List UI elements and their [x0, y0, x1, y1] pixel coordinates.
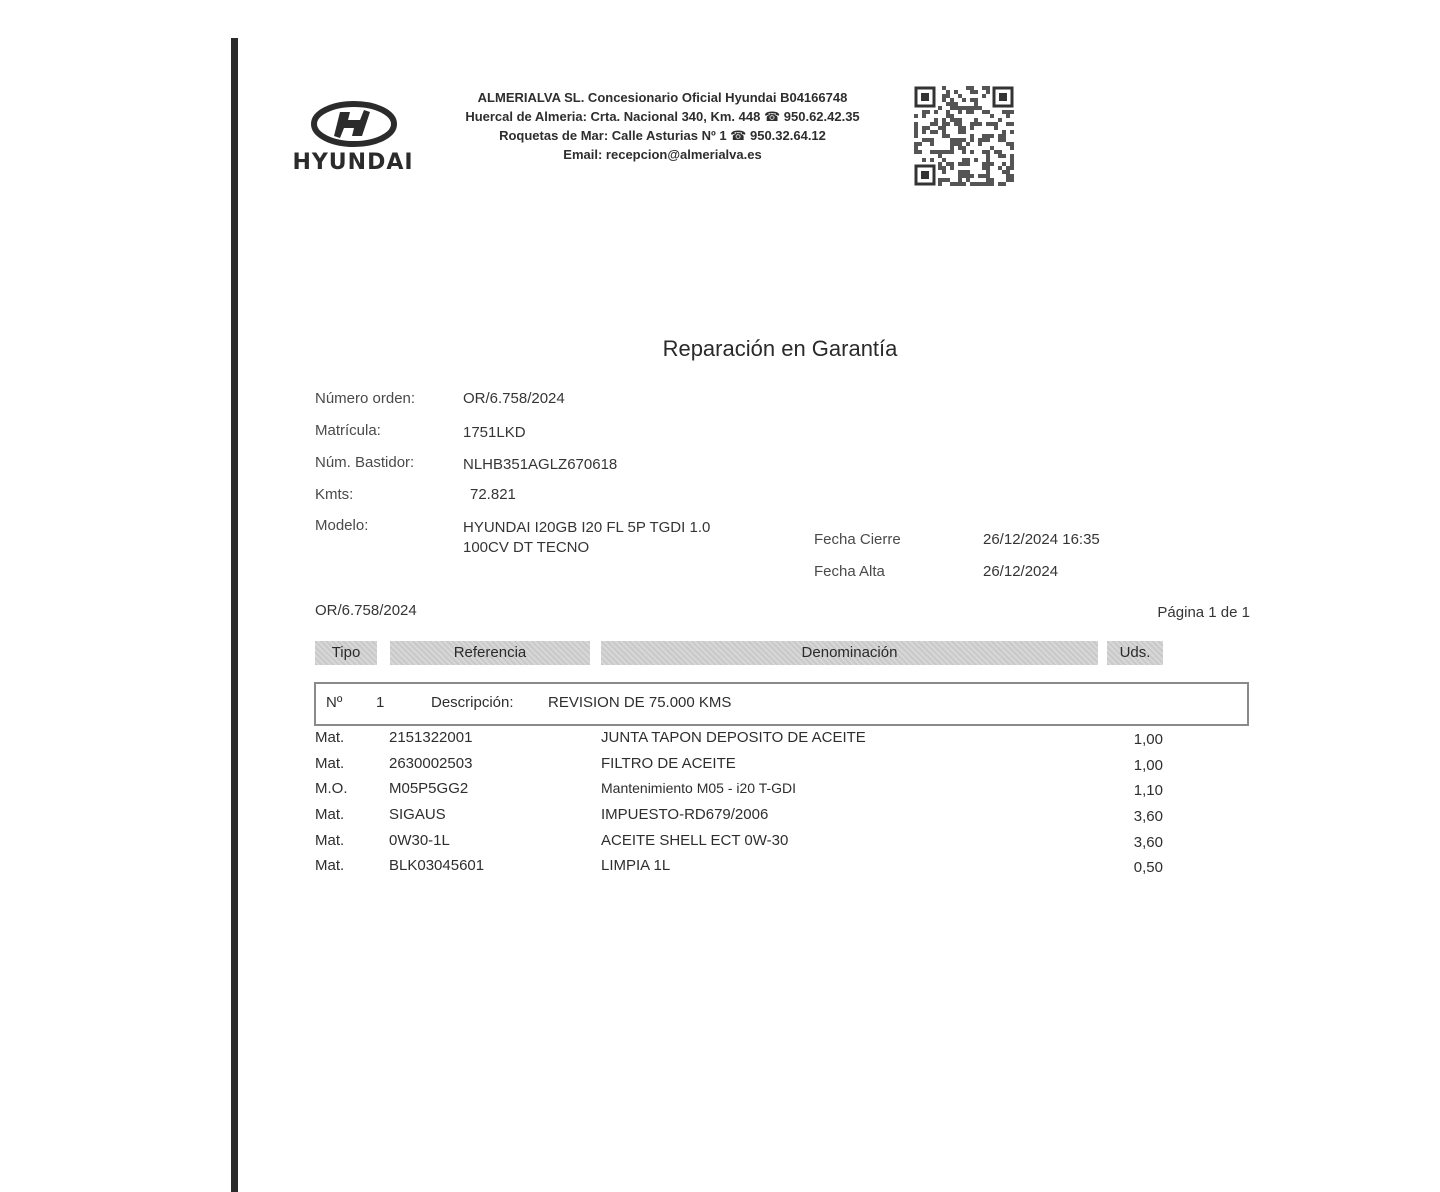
qr-module — [946, 102, 950, 106]
km-label: Kmts: — [315, 486, 354, 503]
qr-module — [978, 174, 982, 178]
qr-module — [966, 158, 970, 162]
qr-module — [950, 182, 954, 186]
row-reference: 2151322001 — [389, 729, 473, 746]
qr-module — [914, 126, 918, 130]
plate-value: 1751LKD — [463, 424, 526, 441]
qr-module — [1002, 110, 1006, 114]
row-units: 1,00 — [1133, 757, 1163, 774]
document-title: Reparación en Garantía — [662, 336, 898, 361]
qr-module — [942, 98, 946, 102]
order-reference: OR/6.758/2024 — [315, 602, 417, 619]
qr-module — [914, 150, 918, 154]
qr-module — [974, 98, 978, 102]
table-row — [0, 729, 1440, 755]
qr-module — [982, 134, 986, 138]
qr-module — [918, 150, 922, 154]
qr-module — [926, 110, 930, 114]
qr-module — [1010, 178, 1014, 182]
qr-module — [950, 166, 954, 170]
row-description: ACEITE SHELL ECT 0W-30 — [601, 832, 789, 849]
qr-module — [958, 110, 962, 114]
qr-module — [946, 162, 950, 166]
qr-module — [958, 162, 962, 166]
qr-module — [946, 90, 950, 94]
qr-module — [934, 122, 938, 126]
qr-module — [1002, 138, 1006, 142]
km-value: 72.821 — [470, 486, 516, 503]
row-reference: M05P5GG2 — [389, 780, 469, 797]
qr-module — [962, 130, 966, 134]
row-reference: BLK03045601 — [389, 857, 485, 874]
qr-module — [998, 118, 1002, 122]
qr-module — [970, 150, 974, 154]
qr-module — [930, 122, 934, 126]
column-header-referencia: Referencia — [390, 641, 590, 665]
qr-module — [1002, 134, 1006, 138]
qr-module — [954, 106, 958, 110]
qr-module — [1002, 130, 1006, 134]
qr-module — [970, 182, 974, 186]
qr-module — [970, 110, 974, 114]
row-type: Mat. — [315, 729, 345, 746]
qr-module — [950, 162, 954, 166]
qr-module — [914, 142, 918, 146]
qr-module — [986, 178, 990, 182]
qr-module — [966, 174, 970, 178]
qr-module — [990, 178, 994, 182]
qr-module — [986, 138, 990, 142]
qr-module — [982, 110, 986, 114]
row-units: 3,60 — [1133, 834, 1163, 851]
qr-module — [946, 110, 950, 114]
qr-module — [942, 178, 946, 182]
row-description: JUNTA TAPON DEPOSITO DE ACEITE — [601, 729, 866, 746]
qr-module — [954, 142, 958, 146]
qr-module — [1010, 154, 1014, 158]
row-type: Mat. — [315, 755, 345, 772]
qr-module — [950, 142, 954, 146]
qr-module — [970, 106, 974, 110]
qr-module — [982, 166, 986, 170]
qr-module — [1010, 110, 1014, 114]
qr-module — [950, 146, 954, 150]
row-type: Mat. — [315, 806, 345, 823]
qr-module — [1010, 122, 1014, 126]
qr-module — [946, 134, 950, 138]
company-line: Huercal de Almeria: Crta. Nacional 340, Km. 448 ☎ 950.62.42.35 — [465, 109, 860, 124]
qr-module — [926, 126, 930, 130]
order-number-label: Número orden: — [315, 390, 416, 407]
row-description: IMPUESTO-RD679/2006 — [601, 806, 769, 823]
qr-module — [914, 146, 918, 150]
open-date-label: Fecha Alta — [814, 563, 885, 580]
qr-module — [998, 182, 1002, 186]
section-description-value: REVISION DE 75.000 KMS — [548, 694, 732, 711]
qr-module — [918, 142, 922, 146]
row-units: 1,00 — [1133, 731, 1163, 748]
qr-module — [930, 142, 934, 146]
qr-module — [974, 106, 978, 110]
qr-module — [958, 118, 962, 122]
qr-module — [958, 138, 962, 142]
qr-module — [986, 154, 990, 158]
close-date-value: 26/12/2024 16:35 — [983, 531, 1100, 548]
qr-module — [1002, 170, 1006, 174]
qr-module — [922, 126, 926, 130]
qr-module — [998, 134, 1002, 138]
qr-module — [974, 90, 978, 94]
section-header — [314, 682, 1249, 726]
qr-module — [962, 174, 966, 178]
qr-module — [962, 182, 966, 186]
row-reference: SIGAUS — [389, 806, 446, 823]
qr-module — [958, 122, 962, 126]
qr-module — [982, 162, 986, 166]
qr-module — [994, 150, 998, 154]
qr-module — [1010, 162, 1014, 166]
section-number-label: Nº — [326, 694, 343, 711]
qr-code-icon — [914, 86, 1014, 186]
qr-module — [982, 138, 986, 142]
qr-module — [958, 130, 962, 134]
qr-module — [978, 142, 982, 146]
qr-module — [986, 182, 990, 186]
qr-module — [970, 86, 974, 90]
qr-module — [958, 178, 962, 182]
qr-module — [962, 158, 966, 162]
qr-module — [986, 162, 990, 166]
table-row — [0, 755, 1440, 781]
qr-module — [930, 138, 934, 142]
qr-module — [974, 102, 978, 106]
table-row — [0, 780, 1440, 806]
qr-module — [954, 182, 958, 186]
qr-module — [986, 174, 990, 178]
qr-module — [970, 138, 974, 142]
qr-module — [982, 150, 986, 154]
table-row — [0, 806, 1440, 832]
qr-module — [966, 106, 970, 110]
qr-module — [962, 126, 966, 130]
qr-module — [970, 90, 974, 94]
qr-module — [998, 150, 1002, 154]
qr-module — [938, 106, 942, 110]
hyundai-logo — [288, 98, 418, 180]
qr-module — [958, 142, 962, 146]
qr-module — [962, 150, 966, 154]
vin-label: Núm. Bastidor: — [315, 454, 415, 471]
qr-module — [970, 126, 974, 130]
qr-module — [1002, 154, 1006, 158]
qr-module — [982, 94, 986, 98]
qr-module — [994, 122, 998, 126]
qr-module — [962, 106, 966, 110]
qr-module — [954, 102, 958, 106]
plate-label: Matrícula: — [315, 422, 381, 439]
qr-module — [914, 122, 918, 126]
qr-module — [946, 114, 950, 118]
qr-module — [950, 98, 954, 102]
qr-module — [922, 130, 926, 134]
qr-module — [1010, 166, 1014, 170]
qr-module — [1006, 142, 1010, 146]
qr-module — [962, 162, 966, 166]
qr-module — [934, 118, 938, 122]
page-indicator: Página 1 de 1 — [1157, 604, 1250, 621]
qr-module — [962, 146, 966, 150]
qr-module — [966, 110, 970, 114]
qr-module — [942, 86, 946, 90]
qr-module — [978, 122, 982, 126]
qr-module — [930, 130, 934, 134]
qr-module — [954, 138, 958, 142]
qr-module — [938, 162, 942, 166]
qr-module — [950, 138, 954, 142]
qr-module — [930, 150, 934, 154]
qr-module — [978, 182, 982, 186]
qr-module — [958, 106, 962, 110]
row-description: LIMPIA 1L — [601, 857, 671, 874]
qr-module — [1006, 122, 1010, 126]
company-info — [420, 88, 905, 164]
qr-module — [942, 118, 946, 122]
qr-module — [934, 110, 938, 114]
qr-module — [914, 114, 918, 118]
qr-module — [986, 150, 990, 154]
qr-module — [986, 134, 990, 138]
scan-page-edge — [231, 38, 238, 1192]
qr-module — [958, 94, 962, 98]
qr-module — [982, 182, 986, 186]
brand-wordmark: HYUNDAI — [292, 150, 414, 175]
qr-module — [982, 86, 986, 90]
qr-module — [1002, 182, 1006, 186]
qr-module — [954, 122, 958, 126]
section-number-value: 1 — [376, 694, 385, 711]
column-header-uds: Uds. — [1107, 641, 1163, 665]
qr-module — [974, 118, 978, 122]
qr-module — [986, 170, 990, 174]
qr-module — [1006, 166, 1010, 170]
qr-module — [990, 162, 994, 166]
row-type: M.O. — [315, 780, 348, 797]
qr-module — [990, 146, 994, 150]
qr-module — [1010, 158, 1014, 162]
qr-module — [986, 166, 990, 170]
qr-module — [970, 122, 974, 126]
qr-module — [990, 114, 994, 118]
qr-module — [914, 134, 918, 138]
qr-module — [970, 134, 974, 138]
qr-module — [970, 98, 974, 102]
qr-module — [998, 138, 1002, 142]
qr-module — [990, 134, 994, 138]
qr-module — [986, 86, 990, 90]
qr-module — [1002, 162, 1006, 166]
qr-module — [978, 138, 982, 142]
qr-module — [974, 182, 978, 186]
qr-module — [970, 174, 974, 178]
qr-module — [942, 130, 946, 134]
qr-module — [966, 178, 970, 182]
qr-module — [946, 178, 950, 182]
qr-module — [958, 146, 962, 150]
qr-module — [942, 134, 946, 138]
qr-module — [1010, 174, 1014, 178]
qr-module — [990, 182, 994, 186]
qr-module — [938, 166, 942, 170]
qr-module — [1006, 178, 1010, 182]
qr-module — [938, 154, 942, 158]
qr-module — [930, 158, 934, 162]
qr-module — [990, 122, 994, 126]
row-units: 1,10 — [1133, 782, 1163, 799]
model-value — [463, 518, 783, 558]
row-description: Mantenimiento M05 - i20 T-GDI — [601, 780, 797, 796]
qr-module — [1006, 110, 1010, 114]
qr-module — [938, 178, 942, 182]
qr-module — [950, 102, 954, 106]
qr-module — [954, 90, 958, 94]
order-number-value: OR/6.758/2024 — [463, 390, 565, 407]
qr-module — [986, 90, 990, 94]
qr-module — [946, 122, 950, 126]
qr-module — [926, 138, 930, 142]
qr-module — [1006, 114, 1010, 118]
qr-module — [966, 162, 970, 166]
row-units: 0,50 — [1133, 859, 1163, 876]
model-label: Modelo: — [315, 517, 369, 534]
open-date-value: 26/12/2024 — [983, 563, 1059, 580]
qr-module — [942, 94, 946, 98]
qr-module — [942, 166, 946, 170]
row-reference: 0W30-1L — [389, 832, 450, 849]
qr-module — [986, 110, 990, 114]
qr-module — [942, 122, 946, 126]
table-row — [0, 857, 1440, 883]
qr-module — [1010, 146, 1014, 150]
company-line: Roquetas de Mar: Calle Asturias Nº 1 ☎ 950.32.64.12 — [499, 128, 826, 143]
qr-module — [978, 106, 982, 110]
model-line: HYUNDAI I20GB I20 FL 5P TGDI 1.0 — [463, 519, 711, 536]
row-type: Mat. — [315, 832, 345, 849]
qr-module — [958, 126, 962, 130]
qr-module — [922, 158, 926, 162]
qr-module — [966, 86, 970, 90]
close-date-label: Fecha Cierre — [814, 531, 901, 548]
qr-module — [1006, 170, 1010, 174]
qr-module — [950, 114, 954, 118]
row-reference: 2630002503 — [389, 755, 473, 772]
qr-module — [922, 138, 926, 142]
qr-module — [942, 150, 946, 154]
qr-module — [962, 98, 966, 102]
qr-module — [966, 170, 970, 174]
qr-module — [962, 170, 966, 174]
qr-module — [986, 122, 990, 126]
qr-module — [922, 114, 926, 118]
qr-module — [950, 150, 954, 154]
section-description-label: Descripción: — [431, 694, 514, 711]
qr-module — [974, 158, 978, 162]
row-type: Mat. — [315, 857, 345, 874]
qr-module — [994, 126, 998, 130]
qr-module — [942, 126, 946, 130]
qr-module — [934, 130, 938, 134]
qr-module — [998, 166, 1002, 170]
qr-module — [942, 158, 946, 162]
qr-module — [1010, 130, 1014, 134]
model-line: 100CV DT TECNO — [463, 539, 590, 556]
qr-module — [938, 126, 942, 130]
qr-module — [922, 110, 926, 114]
row-description: FILTRO DE ACEITE — [601, 755, 736, 772]
qr-module — [958, 170, 962, 174]
qr-module — [958, 182, 962, 186]
qr-module — [1010, 142, 1014, 146]
qr-module — [938, 182, 942, 186]
hyundai-emblem-icon — [288, 98, 418, 148]
row-units: 3,60 — [1133, 808, 1163, 825]
qr-module — [914, 130, 918, 134]
qr-module — [974, 122, 978, 126]
company-line: ALMERIALVA SL. Concesionario Oficial Hyundai B04166748 — [477, 90, 848, 105]
qr-module — [998, 154, 1002, 158]
qr-module — [950, 118, 954, 122]
qr-module — [962, 138, 966, 142]
qr-module — [954, 118, 958, 122]
qr-module — [938, 150, 942, 154]
qr-module — [946, 94, 950, 98]
company-email: Email: recepcion@almerialva.es — [563, 147, 762, 162]
qr-module — [942, 170, 946, 174]
qr-module — [1006, 174, 1010, 178]
qr-module — [958, 174, 962, 178]
qr-module — [934, 150, 938, 154]
vin-value: NLHB351AGLZ670618 — [463, 456, 618, 473]
qr-module — [982, 174, 986, 178]
qr-module — [950, 106, 954, 110]
table-row — [0, 832, 1440, 858]
qr-module — [986, 158, 990, 162]
qr-module — [946, 150, 950, 154]
column-header-denominacion: Denominación — [601, 641, 1098, 665]
qr-module — [966, 142, 970, 146]
column-header-tipo: Tipo — [315, 641, 377, 665]
